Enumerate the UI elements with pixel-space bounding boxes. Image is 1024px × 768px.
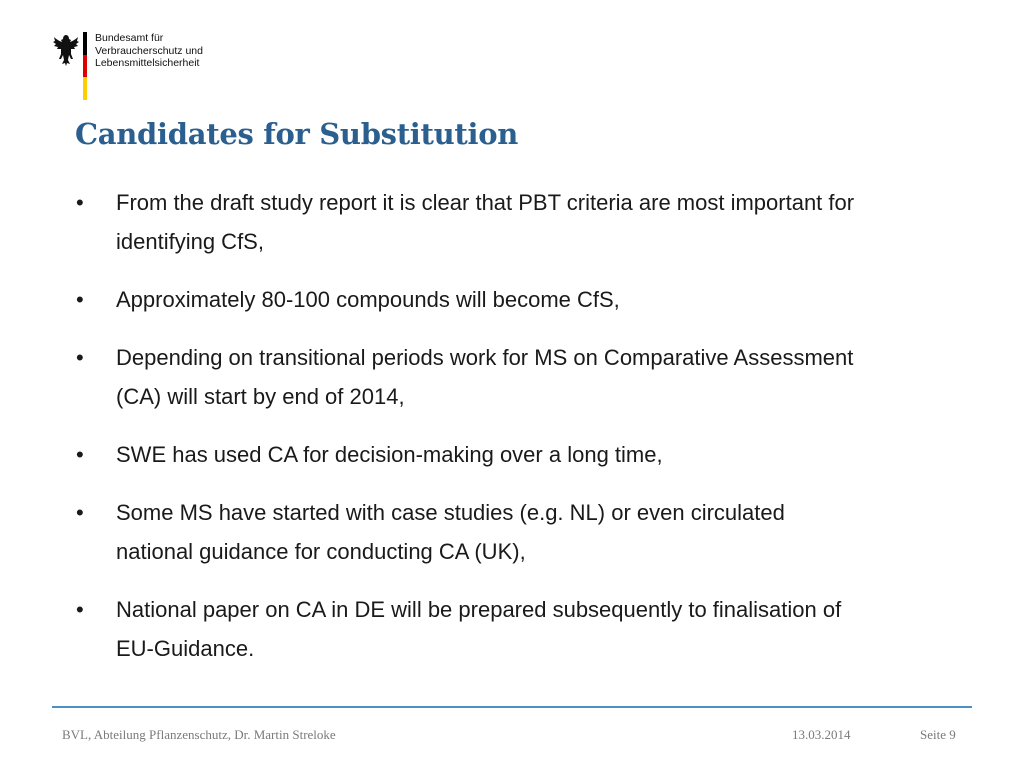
- bullet-list: [76, 183, 856, 687]
- bullet-item: [76, 590, 856, 668]
- flag-stripe-black: [83, 32, 87, 55]
- footer-org: BVL, Abteilung Pflanzenschutz, Dr. Martin Streloke: [62, 727, 336, 742]
- federal-eagle-icon: [52, 32, 80, 68]
- bullet-icon: •: [76, 190, 84, 215]
- bullet-item: [76, 435, 856, 474]
- bullet-icon: •: [76, 287, 84, 312]
- bullet-text: National paper on CA in DE will be prepared subsequently to finalisation of EU-Guidance.: [116, 597, 842, 661]
- bullet-item: [76, 280, 856, 319]
- slide-title: Candidates for Substitution: [75, 117, 519, 151]
- bullet-item: [76, 183, 856, 261]
- logo-text: [95, 32, 203, 70]
- page-number: Seite 9: [920, 727, 956, 742]
- bullet-icon: •: [76, 345, 84, 370]
- bullet-item: [76, 493, 856, 571]
- footer-date: 13.03.2014: [792, 727, 851, 742]
- logo-line: Verbraucherschutz und: [95, 44, 203, 57]
- bullet-item: [76, 338, 856, 416]
- german-flag-stripe: [83, 32, 87, 100]
- bullet-icon: •: [76, 500, 84, 525]
- bullet-text: Depending on transitional periods work for MS on Comparative Assessment (CA) will start by end of 2014,: [116, 345, 854, 409]
- bvl-logo: [52, 32, 272, 102]
- bullet-icon: •: [76, 597, 84, 622]
- bullet-text: Some MS have started with case studies (e.g. NL) or even circulated national guidance for conducting CA (UK),: [116, 500, 785, 564]
- bullet-text: SWE has used CA for decision-making over a long time,: [116, 442, 663, 467]
- logo-line: Bundesamt für: [95, 32, 164, 44]
- footer-divider: [52, 706, 972, 708]
- flag-stripe-gold: [83, 77, 87, 100]
- flag-stripe-red: [83, 55, 87, 78]
- bullet-text: Approximately 80-100 compounds will become CfS,: [116, 287, 620, 312]
- logo-line: Lebensmittelsicherheit: [95, 57, 200, 69]
- bullet-text: From the draft study report it is clear that PBT criteria are most important for identifying CfS,: [116, 190, 855, 254]
- bullet-icon: •: [76, 442, 84, 467]
